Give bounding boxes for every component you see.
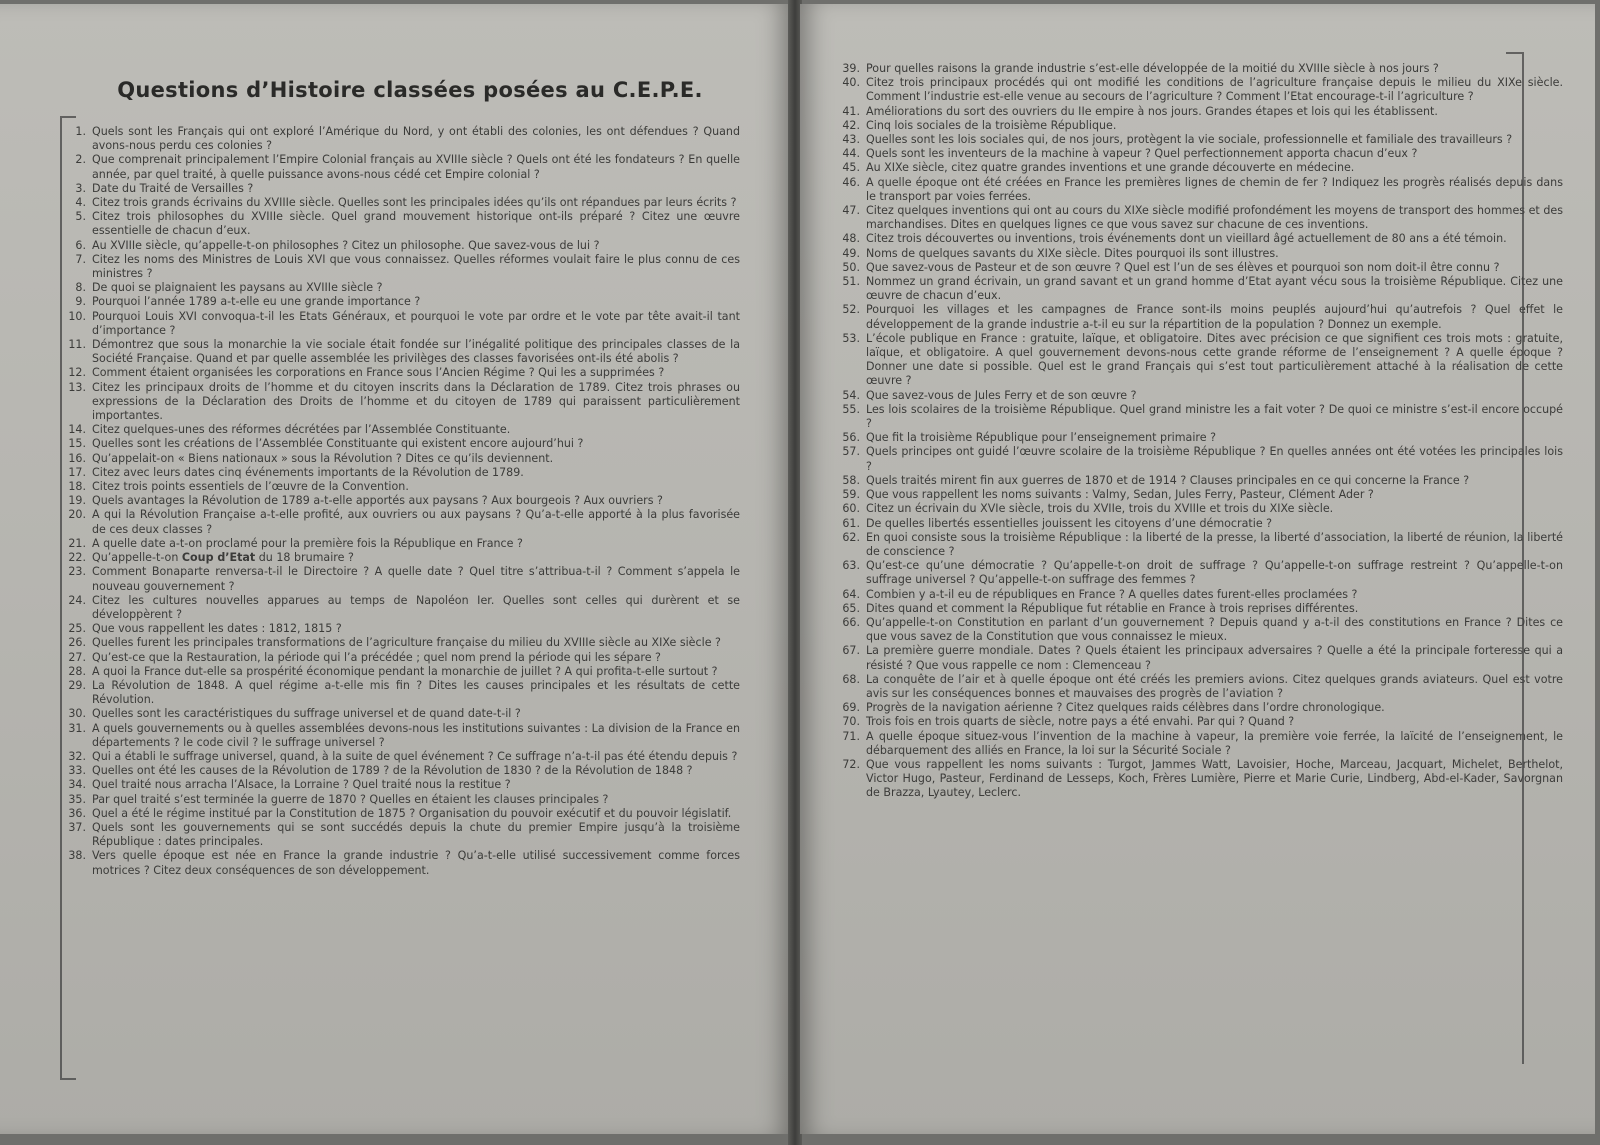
question-number: 56. (842, 431, 860, 445)
question-text: La Révolution de 1848. A quel régime a-t-elle mis fin ? Dites les causes principales et les résultats de cette Révolution. (92, 678, 740, 707)
question-item (64, 381, 740, 424)
question-item (838, 488, 1563, 502)
question-number: 44. (842, 147, 860, 161)
question-number: 59. (842, 488, 860, 502)
right-page (800, 4, 1595, 1134)
question-item (838, 602, 1563, 616)
question-number: 3. (75, 181, 86, 195)
question-number: 12. (68, 366, 86, 380)
question-item (64, 821, 740, 849)
question-text: Quels sont les gouvernements qui se sont succédés depuis la chute du premier Empire jusqu’à la troisième République : dates principales. (92, 820, 740, 849)
question-text: Citez trois découvertes ou inventions, trois événements dont un vieillard âgé actuellement de 80 ans a été témoin. (866, 232, 1507, 246)
question-number: 31. (68, 721, 86, 735)
question-number: 27. (68, 650, 86, 664)
question-number: 34. (68, 778, 86, 792)
question-text: Citez quelques-unes des réformes décrétées par l’Assemblée Constituante. (92, 423, 511, 437)
question-item (838, 332, 1563, 389)
handwritten-bracket-right (1506, 52, 1524, 1064)
question-text: Citez les noms des Ministres de Louis XVI que vous connaissez. Quelles réformes voulait faire le plus connu de ces ministres ? (92, 252, 740, 281)
question-item (838, 147, 1563, 161)
question-text: Citez trois philosophes du XVIIIe siècle. Quel grand mouvement historique ont-ils préparé ? Citez une œuvre essentielle de chacun d’eux. (92, 210, 740, 238)
question-number: 16. (68, 451, 86, 465)
question-text: La conquête de l’air et à quelle époque ont été créés les premiers avions. Citez quelques grands aviateurs. Quel est votre avis sur les conséquences bonnes et mauvaises des progrès de l’aviation ? (866, 672, 1563, 700)
question-number: 19. (68, 494, 86, 508)
question-item (838, 474, 1563, 488)
question-number: 20. (68, 508, 86, 522)
question-number: 35. (68, 792, 86, 806)
question-item (838, 517, 1563, 531)
question-text: Citez les principaux droits de l’homme et du citoyen inscrits dans la Déclaration de 1789. Citez trois phrases ou expressions de la Déclaration des Droits de l’homme et du citoyen de 1789 qui paraissent particulièrement importantes. (92, 380, 740, 423)
question-text: Que fit la troisième République pour l’enseignement primaire ? (866, 431, 1216, 445)
question-item (64, 295, 740, 309)
question-number: 37. (68, 820, 86, 834)
question-item (838, 758, 1563, 801)
question-number: 64. (842, 587, 860, 601)
question-item (838, 389, 1563, 403)
question-item (64, 778, 740, 792)
question-text: Comment étaient organisées les corporations en France sous l’Ancien Régime ? Qui les a supprimées ? (92, 366, 665, 380)
question-number: 5. (75, 210, 86, 224)
question-item (838, 616, 1563, 644)
question-item (64, 125, 740, 153)
question-number: 52. (842, 303, 860, 317)
question-item (838, 588, 1563, 602)
question-item (64, 423, 740, 437)
question-text: A quelle date a-t-on proclamé pour la première fois la République en France ? (92, 536, 523, 550)
bold-term: Coup d’Etat (181, 551, 256, 565)
question-number: 63. (842, 559, 860, 573)
question-list-right (838, 62, 1563, 801)
question-number: 36. (68, 806, 86, 820)
question-text: Citez les cultures nouvelles apparues au temps de Napoléon Ier. Quelles sont celles qui durèrent et se développèrent ? (92, 593, 740, 621)
question-text: Citez avec leurs dates cinq événements importants de la Révolution de 1789. (92, 465, 524, 479)
question-text: Cinq lois sociales de la troisième République. (866, 118, 1117, 132)
question-number: 18. (68, 480, 86, 494)
question-list-left (64, 125, 740, 878)
question-item (64, 679, 740, 707)
question-number: 10. (68, 309, 86, 323)
question-number: 65. (842, 601, 860, 615)
question-item (838, 204, 1563, 232)
question-number: 68. (842, 672, 860, 686)
question-item (64, 310, 740, 338)
question-item (838, 275, 1563, 303)
question-number: 4. (75, 196, 86, 210)
question-text: Quelles ont été les causes de la Révolution de 1789 ? de la Révolution de 1830 ? de la Révolution de 1848 ? (92, 764, 693, 778)
question-text: De quoi se plaignaient les paysans au XVIIIe siècle ? (92, 281, 383, 295)
question-item (64, 508, 740, 536)
question-number: 2. (75, 153, 86, 167)
question-text: Que savez-vous de Jules Ferry et de son œuvre ? (866, 388, 1137, 402)
question-item (838, 176, 1563, 204)
question-number: 28. (68, 664, 86, 678)
question-number: 62. (842, 530, 860, 544)
question-number: 38. (68, 849, 86, 863)
question-number: 60. (842, 502, 860, 516)
question-text: De quelles libertés essentielles jouissent les citoyens d’une démocratie ? (866, 516, 1273, 530)
question-text: A quels gouvernements ou à quelles assemblées devons-nous les institutions suivantes : La division de la France en départements ? le code civil ? le suffrage universel ? (92, 721, 740, 749)
question-text: Que savez-vous de Pasteur et de son œuvre ? Quel est l’un de ses élèves et pourquoi son nom doit-il être connu ? (866, 260, 1500, 274)
question-text: Quelles furent les principales transformations de l’agriculture française du milieu du XVIIIe siècle au XIXe siècle ? (92, 636, 721, 650)
question-item (64, 793, 740, 807)
question-number: 21. (68, 536, 86, 550)
question-item (64, 281, 740, 295)
question-text: Que vous rappellent les dates : 1812, 1815 ? (92, 622, 342, 636)
question-item (64, 764, 740, 778)
question-text: Quelles sont les caractéristiques du suffrage universel et de quand date-t-il ? (92, 707, 521, 721)
question-item (838, 303, 1563, 331)
question-number: 42. (842, 118, 860, 132)
question-item (64, 537, 740, 551)
question-text: Dites quand et comment la République fut rétablie en France à trois reprises différentes. (866, 601, 1359, 615)
question-item (64, 565, 740, 593)
page-title: Questions d’Histoire classées posées au C.E.P.E. (117, 78, 703, 102)
question-item (64, 437, 740, 451)
question-item (64, 210, 740, 238)
question-number: 9. (75, 295, 86, 309)
question-number: 7. (75, 252, 86, 266)
question-text: Quel traité nous arracha l’Alsace, la Lorraine ? Quel traité nous la restitue ? (92, 778, 511, 792)
question-text: A qui la Révolution Française a-t-elle profité, aux ouvriers ou aux paysans ? Qu’a-t-elle apporté à la plus favorisée de ces deux classes ? (92, 508, 740, 536)
question-text: A quoi la France dut-elle sa prospérité économique pendant la monarchie de juillet ? A qui profita-t-elle surtout ? (92, 664, 718, 678)
left-page (0, 4, 790, 1134)
question-item (64, 594, 740, 622)
question-text: Qu’appelle-t-on Coup d’Etat du 18 brumaire ? (92, 551, 354, 565)
question-number: 46. (842, 175, 860, 189)
question-text: La première guerre mondiale. Dates ? Quels étaient les principaux adversaires ? Quelle a été la principale forteresse qui a résisté ? Que vous rappelle ce nom : Clemenceau ? (866, 644, 1563, 672)
question-text: Que vous rappellent les noms suivants : Turgot, Jammes Watt, Lavoisier, Hoche, Marceau, Jacquart, Michelet, Berthelot, Victor Hugo, Pasteur, Ferdinand de Lesseps, Koch, Frères Lumière, Pierre et Marie Curie, Lindberg, Abd-el-Kader, Savorgnan de Brazza, Lyautey, Leclerc. (866, 757, 1563, 800)
question-number: 23. (68, 565, 86, 579)
question-number: 14. (68, 423, 86, 437)
question-text: Comment Bonaparte renversa-t-il le Directoire ? A quelle date ? Quel titre s’attribua-t-il ? Comment s’appela le nouveau gouvernement ? (92, 565, 740, 593)
question-number: 39. (842, 62, 860, 75)
question-item (838, 445, 1563, 473)
question-item (838, 644, 1563, 672)
question-number: 51. (842, 275, 860, 289)
question-item (64, 750, 740, 764)
question-number: 29. (68, 678, 86, 692)
question-item (838, 730, 1563, 758)
question-number: 33. (68, 764, 86, 778)
question-text: En quoi consiste sous la troisième République : la liberté de la presse, la liberté d’association, la liberté de réunion, la liberté de conscience ? (866, 530, 1563, 558)
question-item (64, 707, 740, 721)
question-text: Au XVIIIe siècle, qu’appelle-t-on philosophes ? Citez un philosophe. Que savez-vous de lui ? (92, 238, 600, 252)
question-text: Que vous rappellent les noms suivants : Valmy, Sedan, Jules Ferry, Pasteur, Clément Ader ? (866, 488, 1374, 502)
question-number: 26. (68, 636, 86, 650)
question-item (64, 807, 740, 821)
question-text: Quelles sont les créations de l’Assemblée Constituante qui existent encore aujourd’hui ? (92, 437, 584, 451)
question-item (838, 261, 1563, 275)
question-text: Quels sont les inventeurs de la machine à vapeur ? Quel perfectionnement apporta chacun d’eux ? (866, 147, 1418, 161)
question-item (64, 494, 740, 508)
question-item (838, 133, 1563, 147)
question-text: Quels traités mirent fin aux guerres de 1870 et de 1914 ? Clauses principales en ce qui concerne la France ? (866, 473, 1470, 487)
question-item (838, 502, 1563, 516)
question-item (838, 715, 1563, 729)
question-number: 61. (842, 516, 860, 530)
question-number: 49. (842, 246, 860, 260)
question-item (838, 76, 1563, 104)
question-text: Qu’est-ce qu’une démocratie ? Qu’appelle-t-on droit de suffrage ? Qu’appelle-t-on suffrage restreint ? Qu’appelle-t-on suffrage universel ? Qu’appelle-t-on suffrage des femmes ? (866, 559, 1563, 587)
question-item (64, 636, 740, 650)
question-number: 25. (68, 622, 86, 636)
question-text: Vers quelle époque est née en France la grande industrie ? Qu’a-t-elle utilisé successivement comme forces motrices ? Citez deux conséquences de son développement. (92, 849, 740, 877)
question-item (838, 105, 1563, 119)
question-item (838, 62, 1563, 76)
question-number: 57. (842, 445, 860, 459)
question-number: 72. (842, 757, 860, 771)
question-item (838, 559, 1563, 587)
question-number: 70. (842, 715, 860, 729)
question-item (838, 161, 1563, 175)
question-text: A quelle époque ont été créées en France les premières lignes de chemin de fer ? Indiquez les progrès réalisés depuis dans le transport par voies ferrées. (866, 175, 1563, 203)
question-text: Nommez un grand écrivain, un grand savant et un grand homme d’Etat ayant vécu sous la troisième République. Citez une œuvre de chacun d’eux. (866, 275, 1563, 303)
question-number: 24. (68, 593, 86, 607)
question-number: 54. (842, 388, 860, 402)
question-number: 30. (68, 707, 86, 721)
question-number: 40. (842, 76, 860, 90)
question-text: Démontrez que sous la monarchie la vie sociale était fondée sur l’inégalité politique des principales classes de la Société Française. Quand et par quelle assemblée les privilèges des classes favorisées ont-ils été abolis ? (92, 338, 740, 366)
question-number: 22. (68, 551, 86, 565)
question-item (64, 182, 740, 196)
question-number: 43. (842, 133, 860, 147)
question-item (64, 239, 740, 253)
question-text: Qui a établi le suffrage universel, quand, à la suite de quel événement ? Ce suffrage n’a-t-il pas été étendu depuis ? (92, 749, 738, 763)
question-item (64, 253, 740, 281)
question-number: 15. (68, 437, 86, 451)
question-item (64, 622, 740, 636)
question-item (838, 232, 1563, 246)
question-number: 6. (75, 238, 86, 252)
question-text: Qu’appelait-on « Biens nationaux » sous la Révolution ? Dites ce qu’ils deviennent. (92, 451, 554, 465)
question-number: 66. (842, 615, 860, 629)
question-text: Quels principes ont guidé l’œuvre scolaire de la troisième République ? En quelles années ont été votées les principales lois ? (866, 445, 1563, 473)
question-number: 11. (68, 338, 86, 352)
question-text: Qu’est-ce que la Restauration, la période qui l’a précédée ; quel nom prend la période qui les sépare ? (92, 650, 661, 664)
question-number: 71. (842, 729, 860, 743)
question-text: Citez trois principaux procédés qui ont modifié les conditions de l’agriculture française depuis le milieu du XIXe siècle. Comment l’industrie est-elle venue au secours de l’agriculture ? Comment l’Etat encourage-t-il l’agriculture ? (866, 76, 1563, 104)
question-item (838, 119, 1563, 133)
question-text: Trois fois en trois quarts de siècle, notre pays a été envahi. Par qui ? Quand ? (866, 715, 1295, 729)
question-item (838, 673, 1563, 701)
question-text: Citez quelques inventions qui ont au cours du XIXe siècle modifié profondément les moyens de transport des hommes et des marchandises. Dites en quelques lignes ce que vous savez sur chacune de ces inventions. (866, 204, 1563, 232)
question-text: Quels sont les Français qui ont exploré l’Amérique du Nord, y ont établi des colonies, les ont défendues ? Quand avons-nous perdu ces colonies ? (92, 125, 740, 153)
question-item (64, 722, 740, 750)
question-item (838, 431, 1563, 445)
question-item (64, 849, 740, 877)
question-text: A quelle époque situez-vous l’invention de la machine à vapeur, la première voie ferrée, la laïcité de l’enseignement, le débarquement des alliés en France, la loi sur la Sécurité Sociale ? (866, 729, 1563, 757)
question-number: 17. (68, 465, 86, 479)
question-number: 32. (68, 749, 86, 763)
question-number: 48. (842, 232, 860, 246)
question-text: Quels avantages la Révolution de 1789 a-t-elle apportés aux paysans ? Aux bourgeois ? Aux ouvriers ? (92, 494, 663, 508)
question-number: 1. (75, 125, 86, 138)
question-text: Qu’appelle-t-on Constitution en parlant d’un gouvernement ? Depuis quand y a-t-il des constitutions en France ? Dites ce que vous savez de la Constitution que vous connaissez le mieux. (866, 615, 1563, 644)
question-number: 41. (842, 104, 860, 118)
question-number: 47. (842, 204, 860, 218)
question-text: Pourquoi l’année 1789 a-t-elle eu une grande importance ? (92, 295, 421, 309)
question-item (64, 466, 740, 480)
question-text: Au XIXe siècle, citez quatre grandes inventions et une grande découverte en médecine. (866, 161, 1355, 175)
question-item (64, 551, 740, 565)
question-item (838, 531, 1563, 559)
question-text: Citez trois points essentiels de l’œuvre de la Convention. (92, 480, 409, 494)
question-text: Citez trois grands écrivains du XVIIIe siècle. Quelles sont les principales idées qu’ils ont répandues par leurs écrits ? (92, 196, 737, 210)
question-text: Par quel traité s’est terminée la guerre de 1870 ? Quelles en étaient les clauses principales ? (92, 792, 609, 806)
question-text: Quelles sont les lois sociales qui, de nos jours, protègent la vie sociale, professionnelle et familiale des travailleurs ? (866, 133, 1513, 147)
question-number: 53. (842, 331, 860, 345)
question-item (64, 196, 740, 210)
question-item (64, 665, 740, 679)
question-text: Pour quelles raisons la grande industrie s’est-elle développée de la moitié du XVIIIe siècle à nos jours ? (866, 62, 1439, 75)
question-text: Améliorations du sort des ouvriers du IIe empire à nos jours. Grandes étapes et lois qui les établissent. (866, 104, 1438, 118)
question-item (64, 153, 740, 181)
question-item (838, 247, 1563, 261)
question-item (838, 701, 1563, 715)
question-item (64, 480, 740, 494)
question-number: 50. (842, 260, 860, 274)
question-item (838, 403, 1563, 431)
question-number: 8. (75, 281, 86, 295)
question-number: 45. (842, 161, 860, 175)
question-text: Que comprenait principalement l’Empire Colonial français au XVIIIe siècle ? Quels ont été les fondateurs ? En quelle année, par quel traité, à quelle puissance avons-nous cédé cet Empire colonial ? (92, 153, 740, 181)
question-number: 69. (842, 701, 860, 715)
question-text: Pourquoi les villages et les campagnes de France sont-ils moins peuplés aujourd’hui qu’autrefois ? Quel effet le développement de la grande industrie a-t-il eu sur la répartition de la population ? Donnez un exemple. (866, 303, 1563, 331)
question-number: 58. (842, 473, 860, 487)
question-number: 13. (68, 380, 86, 394)
question-item (64, 452, 740, 466)
question-text: Les lois scolaires de la troisième République. Quel grand ministre les a fait voter ? De quoi ce ministre s’est-il encore occupé ? (866, 402, 1563, 431)
question-text: Noms de quelques savants du XIXe siècle. Dites pourquoi ils sont illustres. (866, 246, 1279, 260)
question-text: Combien y a-t-il eu de républiques en France ? A quelles dates furent-elles proclamées ? (866, 587, 1358, 601)
question-item (64, 338, 740, 366)
question-item (64, 651, 740, 665)
question-text: L’école publique en France : gratuite, laïque, et obligatoire. Dites avec précision ce que signifient ces trois mots : gratuite, laïque, et obligatoire. A quel gouvernement devons-nous cette grande réforme de l’enseignement ? A quelle époque ? Donner une date si possible. Quel est le grand Français qui s’est tout particulièrement attaché à la réalisation de cette œuvre ? (866, 331, 1563, 388)
question-text: Citez un écrivain du XVIe siècle, trois du XVIIe, trois du XVIIIe et trois du XIXe siècle. (866, 502, 1334, 516)
question-text: Pourquoi Louis XVI convoqua-t-il les Etats Généraux, et pourquoi le vote par ordre et le vote par tête avait-il tant d’importance ? (92, 309, 740, 337)
question-item (64, 366, 740, 380)
question-number: 67. (842, 644, 860, 658)
question-text: Progrès de la navigation aérienne ? Citez quelques raids célèbres dans l’ordre chronologique. (866, 701, 1385, 715)
question-number: 55. (842, 402, 860, 416)
question-text: Date du Traité de Versailles ? (92, 181, 254, 195)
question-text: Quel a été le régime institué par la Constitution de 1875 ? Organisation du pouvoir exécutif et du pouvoir législatif. (92, 806, 732, 820)
